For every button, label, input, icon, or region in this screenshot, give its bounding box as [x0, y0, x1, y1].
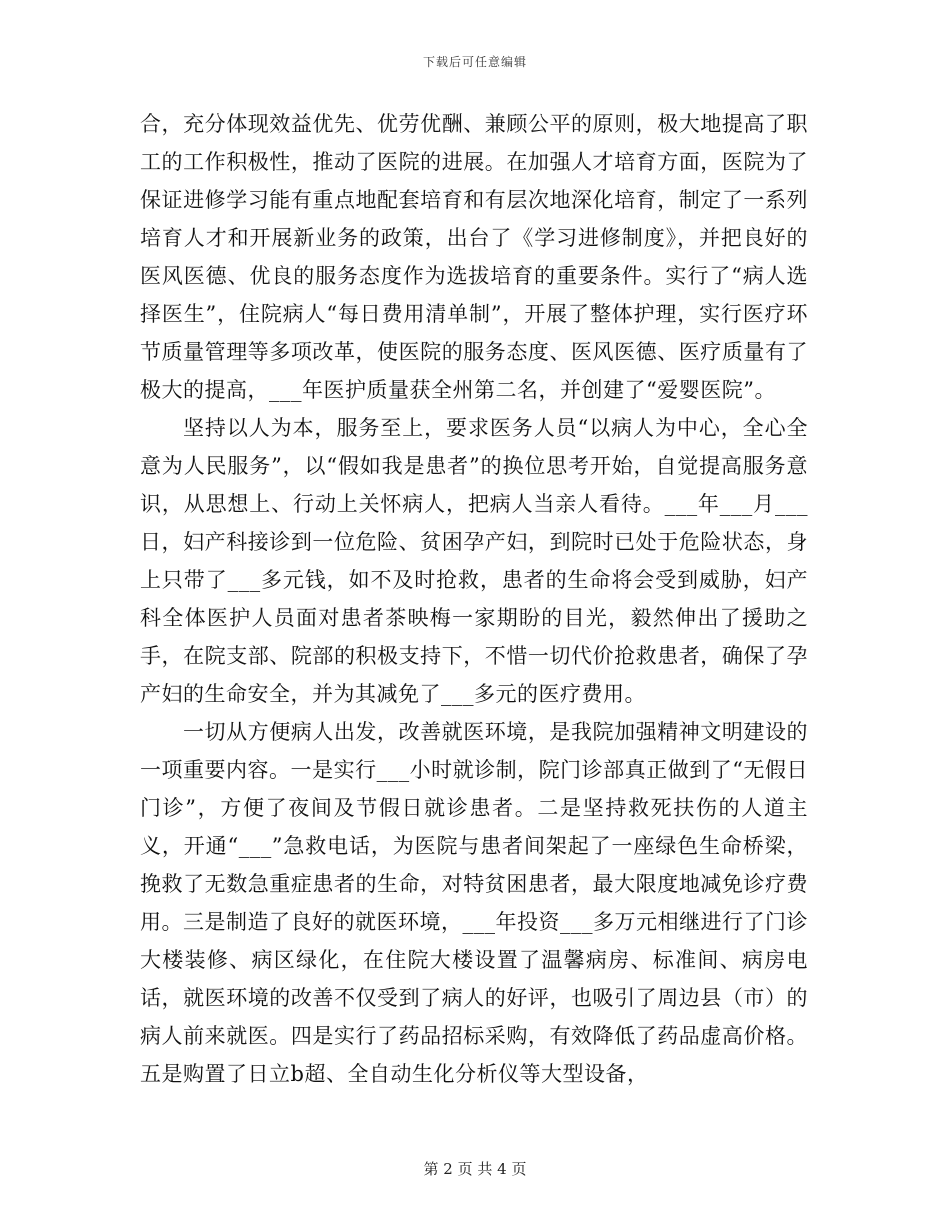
page-number: 第 2 页 共 4 页: [423, 1160, 527, 1178]
paragraph-1: 合，充分体现效益优先、优劳优酬、兼顾公平的原则，极大地提高了职工的工作积极性，推动了医院的进展。在加强人才培育方面，医院为了保证进修学习能有重点地配套培育和有层次地深化培育，制定了一系列培育人才和开展新业务的政策，出台了《学习进修制度》，并把良好的医风医德、优良的服务态度作为选拔培育的重要条件。实行了“病人选择医生”，住院病人“每日费用清单制”，开展了整体护理，实行医疗环节质量管理等多项改革，使医院的服务态度、医风医德、医疗质量有了极大的提高，___年医护质量获全州第二名，并创建了“爱婴医院”。: [140, 112, 808, 402]
paragraph-2: 坚持以人为本，服务至上，要求医务人员“以病人为中心，全心全意为人民服务”，以“假如我是患者”的换位思考开始，自觉提高服务意识，从思想上、行动上关怀病人，把病人当亲人看待。___年___月___日，妇产科接诊到一位危险、贫困孕产妇，到院时已处于危险状态，身上只带了___多元钱，如不及时抢救，患者的生命将会受到威胁，妇产科全体医护人员面对患者茶映梅一家期盼的目光，毅然伸出了援助之手，在院支部、院部的积极支持下，不惜一切代价抢救患者，确保了孕产妇的生命安全，并为其减免了___多元的医疗费用。: [140, 416, 808, 706]
document-body: [140, 105, 808, 1093]
page-header-note: 下载后可任意编辑: [422, 55, 527, 69]
paragraph-3: 一切从方便病人出发，改善就医环境，是我院加强精神文明建设的一项重要内容。一是实行___小时就诊制，院门诊部真正做到了“无假日门诊”，方便了夜间及节假日就诊患者。二是坚持救死扶伤的人道主义，开通“___”急救电话，为医院与患者间架起了一座绿色生命桥梁，挽救了无数急重症患者的生命，对特贫困患者，最大限度地减免诊疗费用。三是制造了良好的就医环境，___年投资___多万元相继进行了门诊大楼装修、病区绿化，在住院大楼设置了温馨病房、标准间、病房电话，就医环境的改善不仅受到了病人的好评，也吸引了周边县（市）的病人前来就医。四是实行了药品招标采购，有效降低了药品虚高价格。五是购置了日立b超、全自动生化分析仪等大型设备，: [140, 720, 808, 1086]
